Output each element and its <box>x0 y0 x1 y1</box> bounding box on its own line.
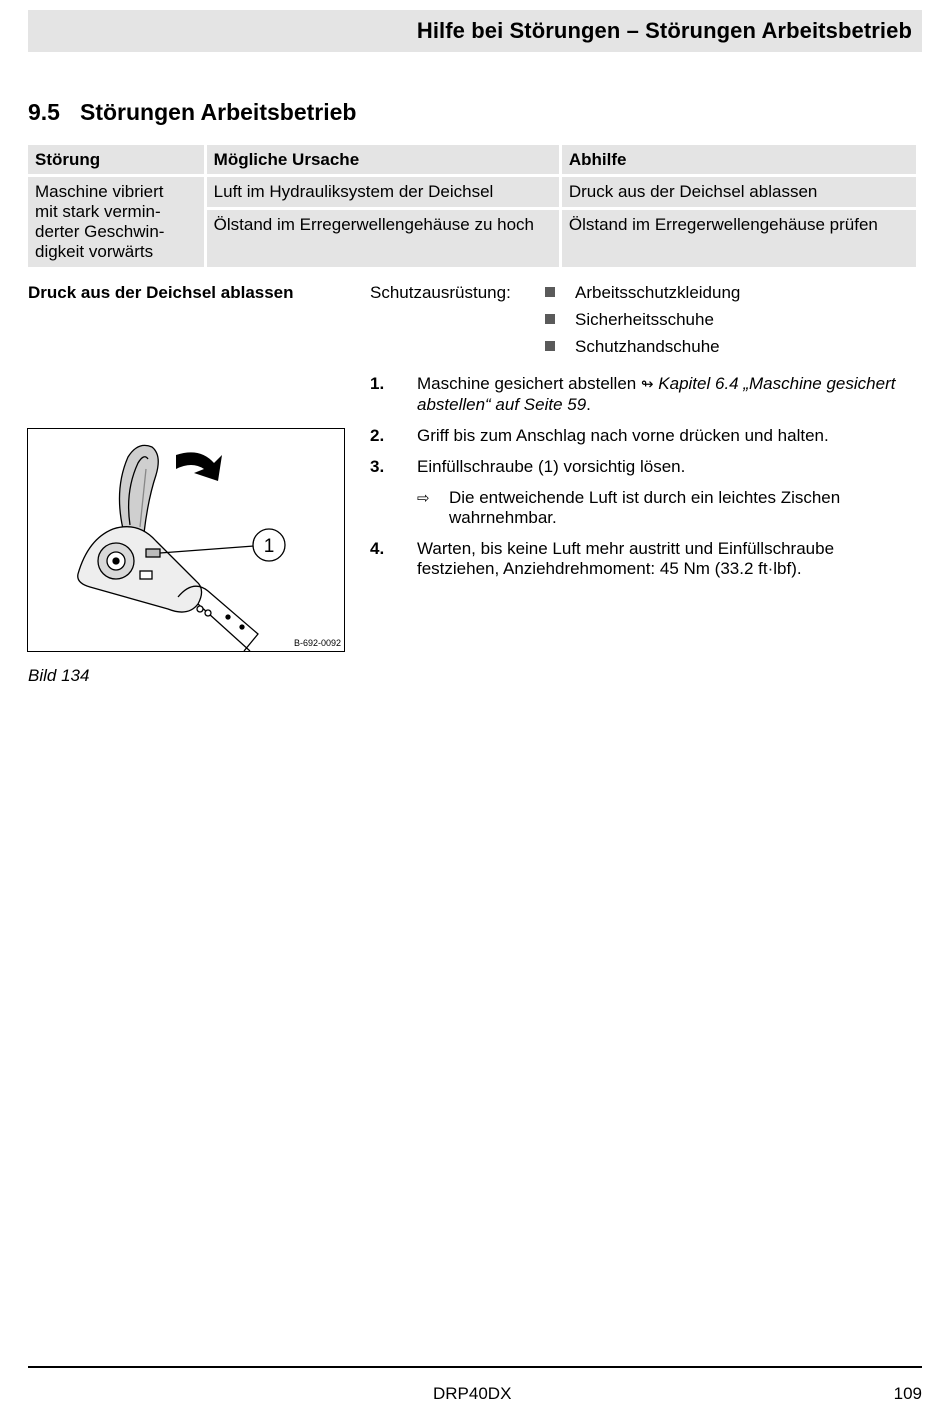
drawbar-illustration <box>28 429 344 651</box>
step-1: 1. Maschine gesichert abstellen ↬ Kapitel 6.4 „Maschine gesichert abstellen“ auf Seite 59. <box>370 374 896 414</box>
step-2 <box>370 426 915 446</box>
chapter-reference-link[interactable]: Kapitel 6.4 „Maschine gesichert abstellen“ auf Seite 59 <box>417 374 896 414</box>
page-number: 109 <box>893 1384 922 1403</box>
column-header-remedy: Abhilfe <box>562 145 916 174</box>
protection-list <box>545 283 740 364</box>
step-4 <box>370 539 915 579</box>
square-bullet-icon <box>545 287 555 297</box>
callout-number: 1 <box>263 536 275 557</box>
cause-cell: Ölstand im Erregerwellengehäuse zu hoch <box>207 210 559 267</box>
step-number: 1. <box>370 374 385 393</box>
table-row <box>28 177 916 207</box>
step-result <box>370 488 915 528</box>
column-header-cause: Mögliche Ursache <box>207 145 559 174</box>
column-header-fault: Störung <box>28 145 204 174</box>
remedy-cell: Druck aus der Deichsel ablassen <box>562 177 916 207</box>
step-text: Warten, bis keine Luft mehr austritt und Einfüllschraube festziehen, Anziehdrehmoment: 45 Nm (33.2 ft·lbf). <box>417 539 835 578</box>
procedure-title: Druck aus der Deichsel ablassen <box>28 283 294 302</box>
figure-illustration <box>27 428 345 652</box>
troubleshooting-table <box>25 142 919 270</box>
list-item: Arbeitsschutzkleidung <box>545 283 740 310</box>
step-number: 2. <box>370 426 385 445</box>
section-title-text: Störungen Arbeitsbetrieb <box>80 99 357 125</box>
square-bullet-icon <box>545 314 555 324</box>
page-header <box>28 10 922 52</box>
protection-label: Schutzausrüstung: <box>370 283 511 302</box>
procedure-steps <box>370 374 915 590</box>
section-number: 9.5 <box>28 99 60 125</box>
footer-model: DRP40DX <box>433 1384 512 1403</box>
step-number: 3. <box>370 457 385 476</box>
figure-code: B-692-0092 <box>293 638 341 648</box>
section-title <box>28 99 356 126</box>
footer-divider <box>28 1366 922 1368</box>
header-title: Hilfe bei Störungen – Störungen Arbeitsbetrieb <box>416 18 912 43</box>
table-header-row <box>28 145 916 174</box>
step-number: 4. <box>370 539 385 558</box>
square-bullet-icon <box>545 341 555 351</box>
fault-cell: Maschine vibriert mit stark vermin- derter Geschwin- digkeit vorwärts <box>28 177 204 267</box>
step-text: Einfüllschraube (1) vorsichtig lösen. <box>417 457 686 476</box>
reference-arrow-icon: ↬ <box>640 376 654 393</box>
list-item: Sicherheitsschuhe <box>545 310 740 337</box>
remedy-cell: Ölstand im Erregerwellengehäuse prüfen <box>562 210 916 267</box>
step-text: Maschine gesichert abstellen <box>417 374 637 393</box>
step-text: Griff bis zum Anschlag nach vorne drücken und halten. <box>417 426 829 445</box>
result-arrow-icon: ⇨ <box>417 490 430 507</box>
cause-cell: Luft im Hydrauliksystem der Deichsel <box>207 177 559 207</box>
list-item: Schutzhandschuhe <box>545 337 740 364</box>
result-text: Die entweichende Luft ist durch ein leichtes Zischen wahrnehmbar. <box>449 488 841 527</box>
step-3 <box>370 457 915 477</box>
figure-caption: Bild 134 <box>28 666 90 685</box>
